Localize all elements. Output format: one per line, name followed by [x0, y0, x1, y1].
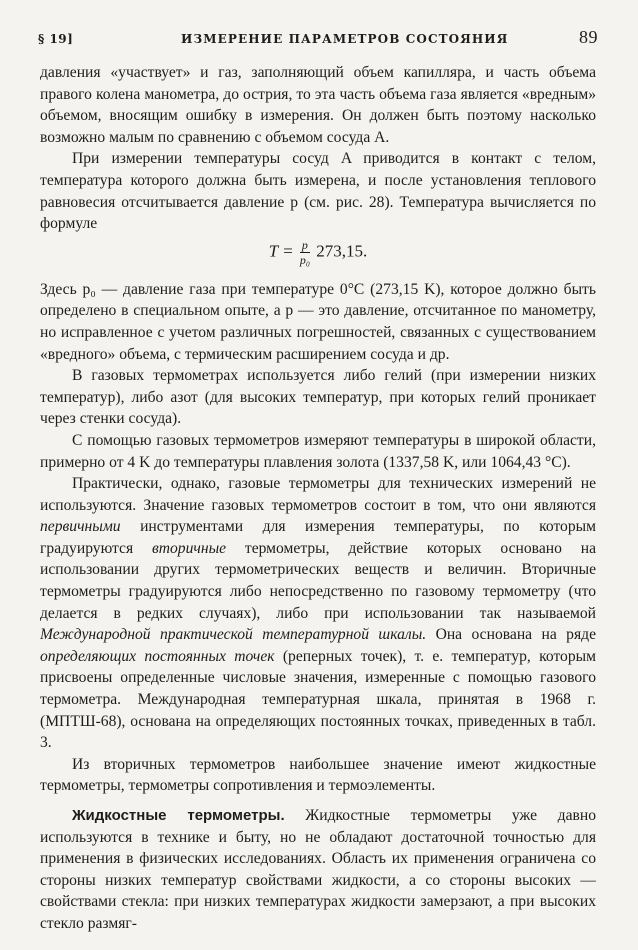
p6-emph-secondary: вторичные: [151, 539, 227, 557]
p6-emph-scale: Международной практической температурной шкалы.: [40, 626, 427, 644]
paragraph-4: В газовых термометрах используется либо гелий (при измерении низких температур), либо азот (для высоких температур, при которых гелий проникает через стенки сосуда).: [40, 367, 596, 428]
paragraph-8: [40, 805, 596, 935]
paragraph-7: Из вторичных термометров наибольшее значение имеют жидкостные термометры, термометры сопротивления и термоэлементы.: [40, 755, 596, 795]
temperature-formula: [40, 238, 596, 276]
formula-rhs: 273,15.: [316, 241, 368, 261]
formula-lhs: T =: [268, 241, 294, 261]
chapter-title: ИЗМЕРЕНИЕ ПАРАМЕТРОВ СОСТОЯНИЯ: [181, 32, 509, 46]
p6-text-c: инструментами для измерения температуры, по которым градуируются: [40, 518, 596, 557]
paragraph-1: давления «участвует» и газ, заполняющий объем капилляра, и часть объема правого колена манометра, до острия, то эта часть объема газа является «вредным» объемом, вносящим ошибку в измерения. Он должен быть поэтому насколько возможно малым по сравнению с объемом сосуда A.: [40, 64, 596, 146]
paragraph-2: При измерении температуры сосуд A приводится в контакт с телом, температура которого должна быть измерена, и после установления теплового равновесия отсчитывается давление p (см. рис. 28). Температура вычисляется по формуле: [40, 150, 596, 233]
paragraph-8-text: Жидкостные термометры уже давно используются в технике и быту, но не обладают достаточной точностью для применения в физических исследованиях. Область их применения ограничена со стороны низких температур свойствами жидкости, а со стороны высоких — свойствами стекла: при низких температурах жидкости замерзают, а при высоких стекло размяг-: [40, 807, 597, 932]
running-header: [38, 27, 598, 52]
p6-text-i: (реперных точек), т. е. температур, которым присвоены определенные числовые значения, измеренные с помощью газового термометра. Международная температурная шкала, принятая в 1968 г. (МПТШ-68), основана на определяющих постоянных точках, приведенных в табл. 3.: [40, 647, 596, 752]
formula-fraction: [300, 238, 310, 267]
paragraph-6: [40, 473, 596, 754]
formula-denominator: p₀: [299, 252, 311, 267]
p6-text-a: Практически, однако, газовые термометры для технических измерений не используются. Значение газовых термометров состоит в том, что они являются: [40, 475, 596, 514]
page-number: 89: [579, 27, 598, 47]
p6-emph-primary: первичными: [40, 518, 121, 536]
body-text: [40, 62, 596, 935]
section-heading: Жидкостные термометры.: [72, 807, 285, 824]
p6-emph-points: определяющих постоянных точек: [40, 647, 275, 665]
paragraph-3: Здесь p₀ — давление газа при температуре 0°C (273,15 K), которое должно быть определено в специальном опыте, а p — это давление, отсчитанное по манометру, но исправленное с учетом различных погрешностей, связанных с существованием «вредного» объема, с термическим расширением сосуда и др.: [40, 280, 596, 363]
formula-numerator: p: [300, 238, 310, 253]
p6-text-g: Она основана на ряде: [426, 626, 596, 644]
p6-text-e: термометры, действие которых основано на использовании других термометрических веществ и величин. Вторичные термометры градуируются либо непосредственно по газовому термометру (что делается в редких случаях), либо при использовании так называемой: [40, 539, 596, 622]
section-ref: § 19]: [38, 32, 74, 46]
paragraph-5: С помощью газовых термометров измеряют температуры в широкой области, примерно от 4 K до температуры плавления золота (1337,58 K, или 1064,43 °C).: [40, 431, 596, 471]
